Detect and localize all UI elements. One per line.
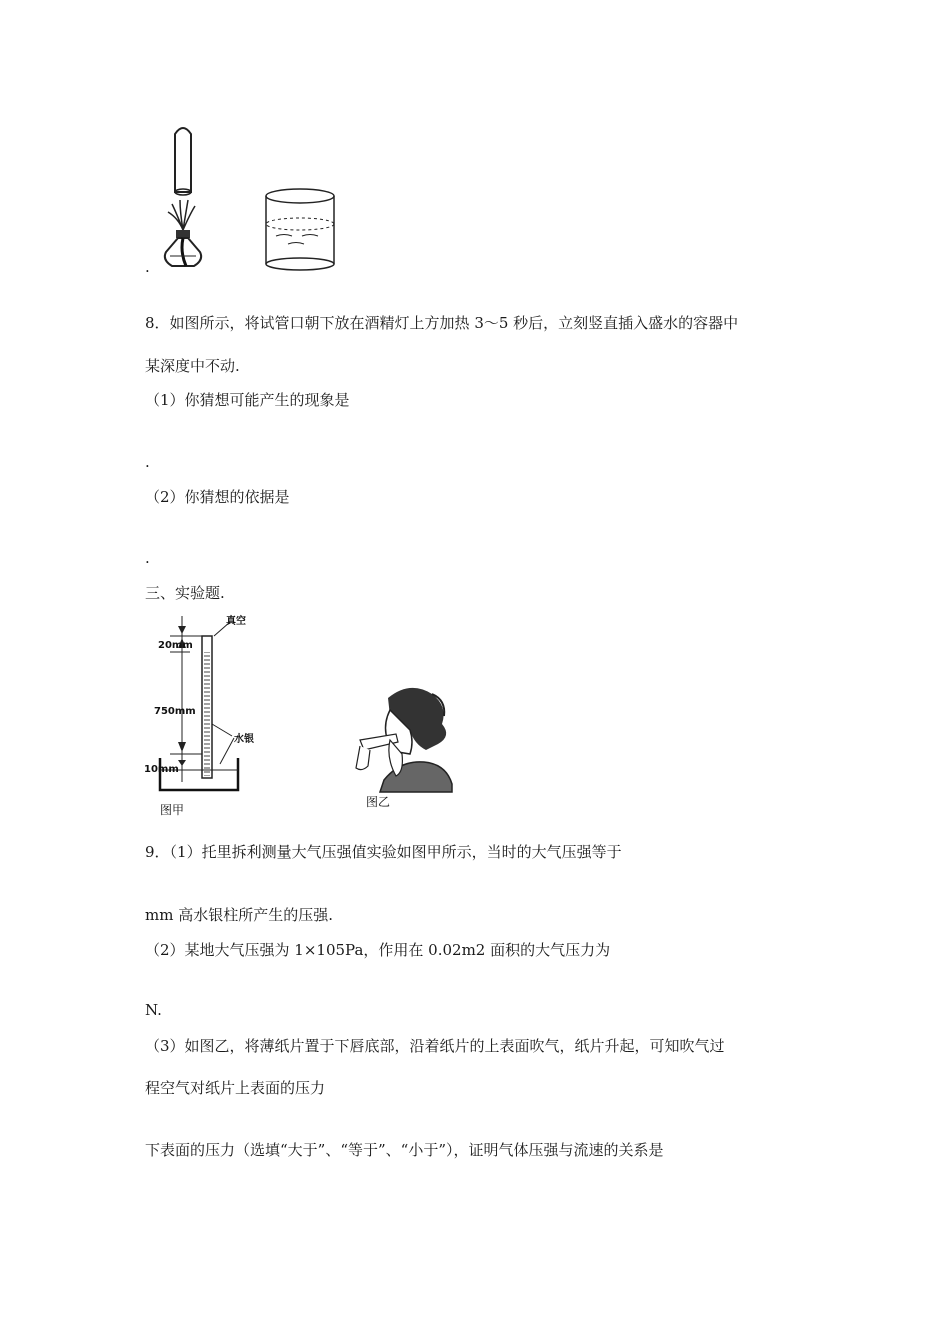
figure-trailing-dot: . (145, 258, 150, 276)
top-figure (150, 120, 350, 280)
test-tube-icon (175, 128, 191, 195)
q8-part2: （2）你猜想的依据是 (145, 488, 290, 506)
beaker-icon (266, 189, 334, 270)
q8-stem-line1: 8．如图所示，将试管口朝下放在酒精灯上方加热 3～5 秒后，立刻竖直插入盛水的容器中 (145, 314, 739, 332)
q9-part3-line1: （3）如图乙，将薄纸片置于下唇底部，沿着纸片的上表面吹气，纸片升起，可知吹气过 (145, 1037, 725, 1055)
alcohol-lamp-icon (165, 200, 201, 266)
section-title: 三、实验题. (145, 584, 225, 602)
person-blowing-icon (356, 688, 452, 792)
q8-stem-line2: 某深度中不动. (145, 357, 240, 375)
q9-part1-line1: 9．（1）托里拆利测量大气压强值实验如图甲所示，当时的大气压强等于 (145, 843, 622, 861)
caption-yi: 图乙 (366, 795, 391, 809)
q9-part1-line2: mm 高水银柱所产生的压强. (145, 906, 333, 924)
mercury-tube (202, 636, 212, 778)
q9-part3-line2: 程空气对纸片上表面的压力 (145, 1079, 326, 1097)
q8-part1-dot: . (145, 453, 150, 471)
q9-part3-line3: 下表面的压力（选填“大于”、“等于”、“小于”），证明气体压强与流速的关系是 (145, 1141, 664, 1159)
label-mercury: 水银 (234, 734, 254, 745)
figure-yi (340, 680, 470, 810)
label-vacuum: 真空 (226, 616, 246, 627)
label-20mm: 20mm (158, 640, 193, 651)
q9-part2-line2: N. (145, 1001, 162, 1019)
caption-jia: 图甲 (160, 803, 185, 817)
q8-part2-dot: . (145, 549, 150, 567)
label-750mm: 750mm (154, 706, 196, 717)
label-10mm: 10mm (144, 764, 179, 775)
q9-part2-line1: （2）某地大气压强为 1×105Pa，作用在 0.02m2 面积的大气压力为 (145, 941, 611, 959)
q8-part1: （1）你猜想可能产生的现象是 (145, 391, 350, 409)
figure-jia (140, 614, 280, 824)
